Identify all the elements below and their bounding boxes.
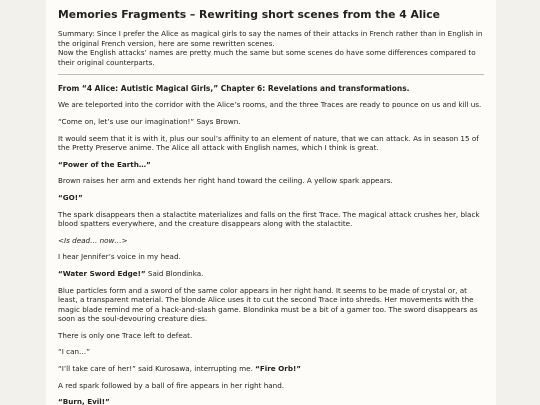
summary-line: Now the English attacks’ names are pretty much the same but some scenes do have some differences compared to their original counterparts. bbox=[58, 48, 476, 67]
attack-name: “Fire Orb!” bbox=[255, 364, 301, 374]
paragraph: Brown raises her arm and extends her right hand toward the ceiling. A yellow spark appears. bbox=[58, 176, 393, 186]
paragraph: Blue particles form and a sword of the same color appears in her right hand. It seems to be made of crystal or, at least, a transparent material. The blonde Alice uses it to cut the second Trace into shreds. Her movements with the magic blade remind me of a hack-and-slash game. Blondinka must be a bit of a gamer too. The sword disappears as soon as the soul-devouring creature dies. bbox=[58, 285, 478, 324]
story-body bbox=[58, 100, 484, 405]
attack-name: “Water Sword Edge!” bbox=[58, 268, 146, 278]
chapter-heading: From “4 Alice: Autistic Magical Girls,” Chapter 6: Revelations and transformations. bbox=[58, 84, 410, 94]
paragraph: The spark disappears then a stalactite materializes and falls on the first Trace. The magical attack crushes her, black blood spatters everywhere, and the creature disappears along with the stalactite. bbox=[58, 209, 480, 229]
attack-line: “GO!” bbox=[58, 192, 83, 202]
paragraph: “Come on, let’s use our imagination!” Says Brown. bbox=[58, 116, 241, 126]
paragraph: I hear Jennifer’s voice in my head. bbox=[58, 252, 181, 262]
paragraph-text: Said Blondinka. bbox=[145, 268, 204, 278]
divider bbox=[58, 74, 484, 75]
paragraph bbox=[58, 364, 484, 374]
attack-line: “Power of the Earth…” bbox=[58, 159, 151, 169]
summary-line: Summary: Since I prefer the Alice as magical girls to say the names of their attacks in French rather than in English in the original French version, here are some rewritten scenes. bbox=[58, 29, 483, 48]
page-title: Memories Fragments – Rewriting short scenes from the 4 Alice bbox=[58, 8, 440, 21]
document-page bbox=[46, 0, 496, 405]
paragraph: We are teleported into the corridor with the Alice’s rooms, and the three Traces are ready to pounce on us and kill us. bbox=[58, 100, 482, 110]
paragraph bbox=[58, 269, 484, 279]
summary bbox=[58, 29, 484, 67]
attack-line: “Burn, Evil!” bbox=[58, 397, 110, 405]
paragraph: “I can…” bbox=[58, 347, 90, 357]
paragraph: There is only one Trace left to defeat. bbox=[58, 330, 193, 340]
paragraph: It would seem that it is with it, plus our soul’s affinity to an element of nature, that we can attack. As in season 15 of the Pretty Preserve anime. The Alice all attack with English names, which I think is great. bbox=[58, 133, 479, 153]
paragraph-text: “I’ll take care of her!” said Kurosawa, interrupting me. bbox=[58, 364, 256, 374]
paragraph: A red spark followed by a ball of fire appears in her right hand. bbox=[58, 380, 285, 390]
telepathy-line: <Is dead… now…> bbox=[58, 235, 128, 245]
